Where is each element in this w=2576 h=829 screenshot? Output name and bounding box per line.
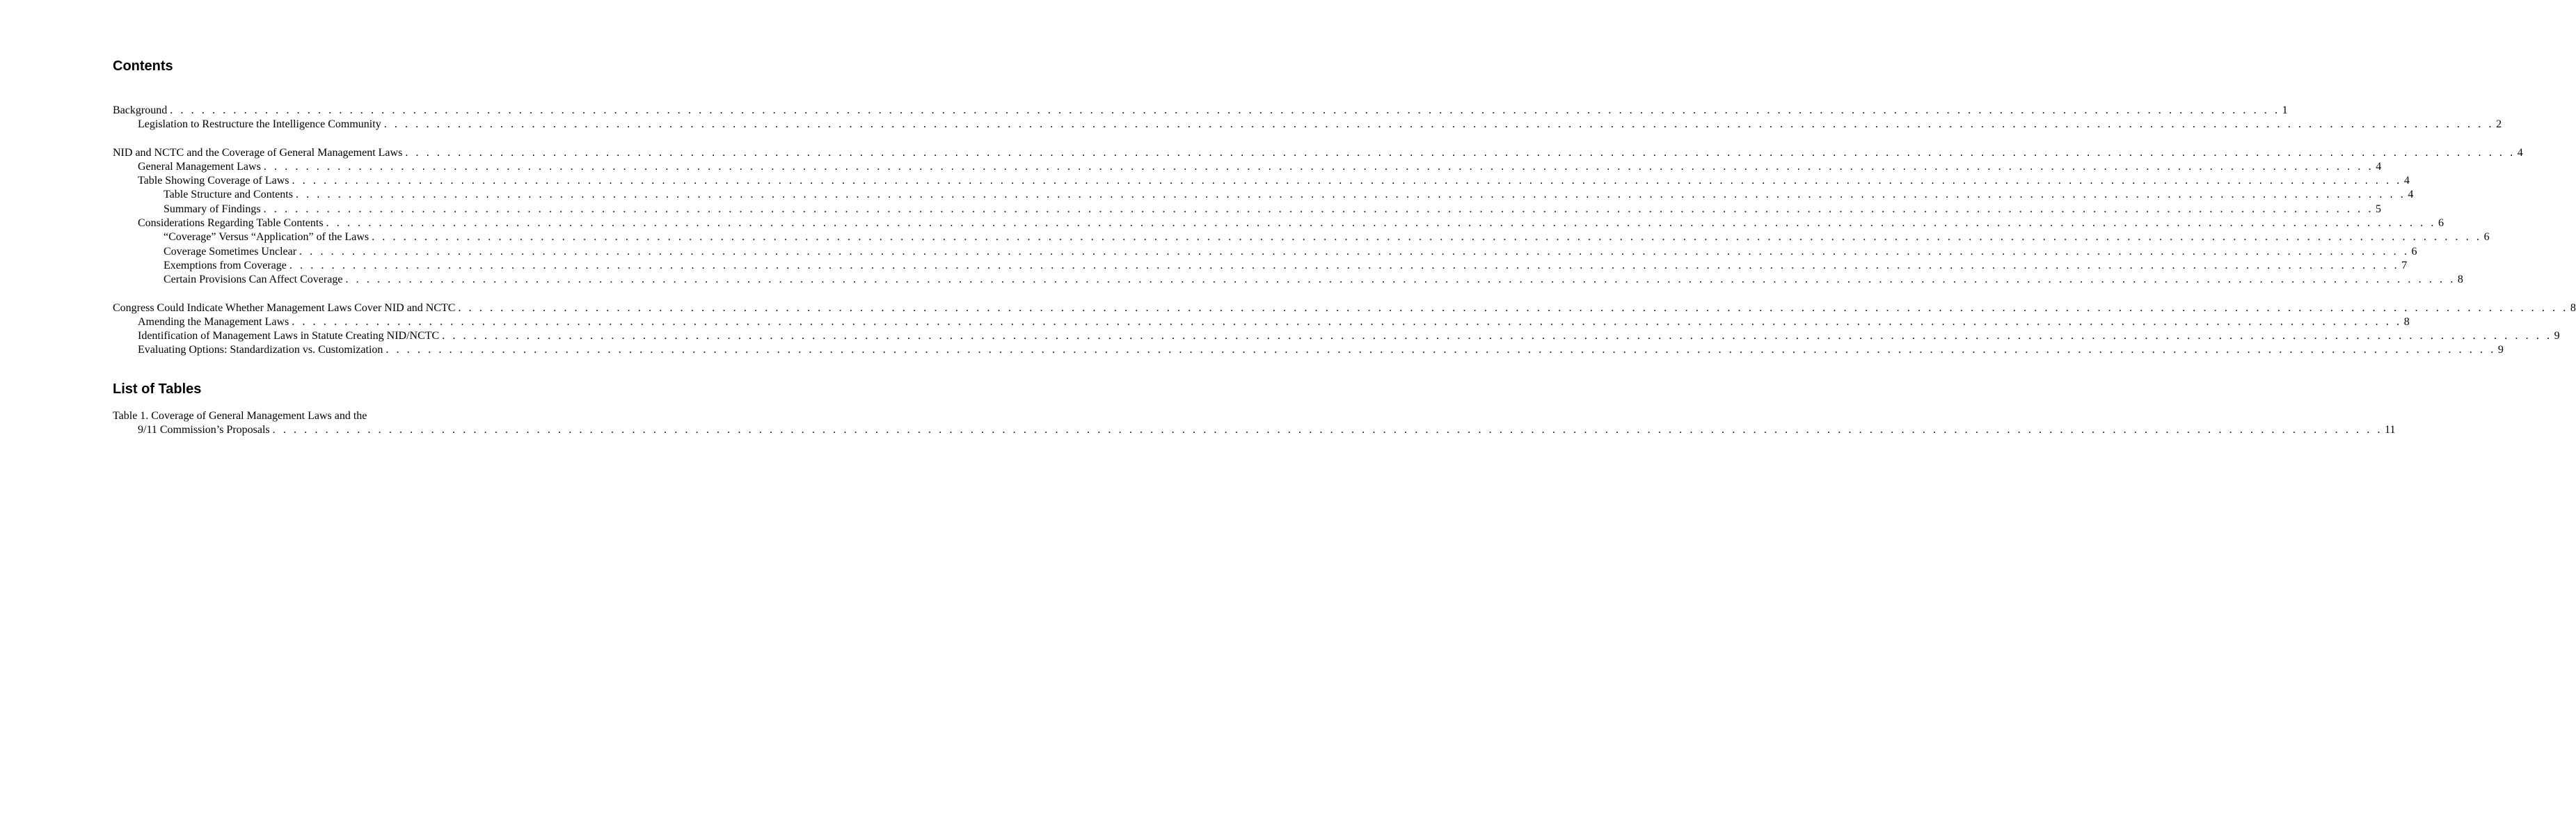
toc-entry[interactable] — [113, 315, 2410, 329]
toc-entry-page-number: 11 — [2385, 424, 2396, 436]
dot-leader: . . . . . . . . . . . . . . . . . . . . . . . . . . . . . . . . . . . . . . . . . . . . . . . . . . . . . . . . . . . . . . . . . . . . . . . . . . . . . . . . . . . . . . . . . . . . . . . . . . . . . . . . . . . . . . . . . . . . . . . . . . . . . . . . . . . . . . . . . . . . . . . . . . . . . . . . . . . . . . . . . . . . . . . . . . . . . . . . . . . . . . . . . . . . . . . . . . . . . . . . — [170, 104, 2280, 116]
dot-leader: . . . . . . . . . . . . . . . . . . . . . . . . . . . . . . . . . . . . . . . . . . . . . . . . . . . . . . . . . . . . . . . . . . . . . . . . . . . . . . . . . . . . . . . . . . . . . . . . . . . . . . . . . . . . . . . . . . . . . . . . . . . . . . . . . . . . . . . . . . . . . . . . . . . . . . . . . . . . . . . . . . . . . . . . . . . . . . . . . . . . . . . . . . . . . . . . . . . . . . . . — [372, 231, 2482, 244]
toc-entry[interactable] — [113, 188, 2414, 202]
toc-entry[interactable] — [113, 146, 2523, 160]
toc-entry-page-number: 1 — [2282, 104, 2288, 116]
toc-entry-page-number: 5 — [2375, 203, 2381, 215]
toc-entry-title: Background — [113, 104, 168, 116]
toc-entry-page-number: 6 — [2483, 231, 2490, 244]
toc-entry[interactable] — [113, 301, 2576, 315]
table-of-contents — [113, 104, 2576, 358]
toc-entry-title: General Management Laws — [138, 160, 261, 173]
toc-entry-title: NID and NCTC and the Coverage of General Management Laws — [113, 146, 403, 159]
toc-entry-title: Summary of Findings — [164, 203, 261, 215]
toc-group — [113, 146, 2523, 287]
dot-leader: . . . . . . . . . . . . . . . . . . . . . . . . . . . . . . . . . . . . . . . . . . . . . . . . . . . . . . . . . . . . . . . . . . . . . . . . . . . . . . . . . . . . . . . . . . . . . . . . . . . . . . . . . . . . . . . . . . . . . . . . . . . . . . . . . . . . . . . . . . . . . . . . . . . . . . . . . . . . . . . . . . . . . . . . . . . . . . . . . . . . . . . . . . . . . . . . . . . . . . . . — [299, 245, 2410, 258]
toc-entry-title: Evaluating Options: Standardization vs. Customization — [138, 344, 383, 356]
toc-entry[interactable] — [113, 160, 2382, 174]
toc-entry-page-number: 7 — [2401, 259, 2408, 271]
dot-leader: . . . . . . . . . . . . . . . . . . . . . . . . . . . . . . . . . . . . . . . . . . . . . . . . . . . . . . . . . . . . . . . . . . . . . . . . . . . . . . . . . . . . . . . . . . . . . . . . . . . . . . . . . . . . . . . . . . . . . . . . . . . . . . . . . . . . . . . . . . . . . . . . . . . . . . . . . . . . . . . . . . . . . . . . . . . . . . . . . . . . . . . . . . . . . . . . . . . . . . . . — [385, 344, 2496, 356]
toc-entry-title: Table Structure and Contents — [164, 189, 293, 201]
dot-leader: . . . . . . . . . . . . . . . . . . . . . . . . . . . . . . . . . . . . . . . . . . . . . . . . . . . . . . . . . . . . . . . . . . . . . . . . . . . . . . . . . . . . . . . . . . . . . . . . . . . . . . . . . . . . . . . . . . . . . . . . . . . . . . . . . . . . . . . . . . . . . . . . . . . . . . . . . . . . . . . . . . . . . . . . . . . . . . . . . . . . . . . . . . . . . . . . . . . . . . . . — [292, 315, 2402, 328]
toc-entry[interactable] — [113, 259, 2408, 273]
dot-leader: . . . . . . . . . . . . . . . . . . . . . . . . . . . . . . . . . . . . . . . . . . . . . . . . . . . . . . . . . . . . . . . . . . . . . . . . . . . . . . . . . . . . . . . . . . . . . . . . . . . . . . . . . . . . . . . . . . . . . . . . . . . . . . . . . . . . . . . . . . . . . . . . . . . . . . . . . . . . . . . . . . . . . . . . . . . . . . . . . . . . . . . . . . . . . . . . . . . . . . . . — [442, 330, 2552, 342]
toc-entry[interactable] — [113, 104, 2288, 118]
toc-entry-title: 9/11 Commission’s Proposals — [138, 424, 270, 436]
toc-entry[interactable] — [113, 245, 2417, 259]
dot-leader: . . . . . . . . . . . . . . . . . . . . . . . . . . . . . . . . . . . . . . . . . . . . . . . . . . . . . . . . . . . . . . . . . . . . . . . . . . . . . . . . . . . . . . . . . . . . . . . . . . . . . . . . . . . . . . . . . . . . . . . . . . . . . . . . . . . . . . . . . . . . . . . . . . . . . . . . . . . . . . . . . . . . . . . . . . . . . . . . . . . . . . . . . . . . . . . . . . . . . . . . — [295, 189, 2406, 201]
toc-entry[interactable] — [113, 329, 2560, 343]
toc-entry-page-number: 8 — [2403, 315, 2410, 328]
toc-entry[interactable] — [113, 273, 2463, 287]
dot-leader: . . . . . . . . . . . . . . . . . . . . . . . . . . . . . . . . . . . . . . . . . . . . . . . . . . . . . . . . . . . . . . . . . . . . . . . . . . . . . . . . . . . . . . . . . . . . . . . . . . . . . . . . . . . . . . . . . . . . . . . . . . . . . . . . . . . . . . . . . . . . . . . . . . . . . . . . . . . . . . . . . . . . . . . . . . . . . . . . . . . . . . . . . . . . . . . . . . . . . . . . — [292, 175, 2402, 187]
list-of-tables — [113, 409, 2396, 438]
toc-entry-title: Congress Could Indicate Whether Management Laws Cover NID and NCTC — [113, 301, 456, 314]
toc-entry-title: Certain Provisions Can Affect Coverage — [164, 274, 343, 286]
toc-entry[interactable] — [113, 343, 2504, 357]
toc-entry-page-number: 4 — [2517, 146, 2523, 159]
toc-entry-title: Coverage Sometimes Unclear — [164, 245, 297, 258]
toc-entry-title: Considerations Regarding Table Contents — [138, 217, 324, 230]
dot-leader: . . . . . . . . . . . . . . . . . . . . . . . . . . . . . . . . . . . . . . . . . . . . . . . . . . . . . . . . . . . . . . . . . . . . . . . . . . . . . . . . . . . . . . . . . . . . . . . . . . . . . . . . . . . . . . . . . . . . . . . . . . . . . . . . . . . . . . . . . . . . . . . . . . . . . . . . . . . . . . . . . . . . . . . . . . . . . . . . . . . . . . . . . . . . . . . . . . . . . . . . — [326, 217, 2436, 230]
dot-leader: . . . . . . . . . . . . . . . . . . . . . . . . . . . . . . . . . . . . . . . . . . . . . . . . . . . . . . . . . . . . . . . . . . . . . . . . . . . . . . . . . . . . . . . . . . . . . . . . . . . . . . . . . . . . . . . . . . . . . . . . . . . . . . . . . . . . . . . . . . . . . . . . . . . . . . . . . . . . . . . . . . . . . . . . . . . . . . . . . . . . . . . . . . . . . . . . . . . . . . . . — [289, 259, 2400, 271]
table-list-item-title: Table 1. Coverage of General Management Laws and the — [113, 409, 367, 422]
toc-entry[interactable] — [113, 203, 2381, 216]
toc-entry-page-number: 9 — [2554, 330, 2560, 342]
toc-group — [113, 301, 2576, 358]
toc-entry-title: Exemptions from Coverage — [164, 259, 287, 271]
document-page — [113, 57, 2576, 437]
toc-entry-page-number: 9 — [2497, 344, 2504, 356]
toc-entry-page-number: 4 — [2408, 189, 2414, 201]
toc-entry-title: “Coverage” Versus “Application” of the Laws — [164, 231, 369, 244]
toc-entry-page-number: 8 — [2570, 301, 2576, 314]
list-of-tables-heading: List of Tables — [113, 381, 202, 397]
toc-entry-page-number: 8 — [2457, 274, 2463, 286]
dot-leader: . . . . . . . . . . . . . . . . . . . . . . . . . . . . . . . . . . . . . . . . . . . . . . . . . . . . . . . . . . . . . . . . . . . . . . . . . . . . . . . . . . . . . . . . . . . . . . . . . . . . . . . . . . . . . . . . . . . . . . . . . . . . . . . . . . . . . . . . . . . . . . . . . . . . . . . . . . . . . . . . . . . . . . . . . . . . . . . . . . . . . . . . . . . . . . . . . . . . . . . . — [272, 424, 2383, 436]
toc-entry[interactable] — [113, 174, 2410, 188]
toc-entry-page-number: 6 — [2411, 245, 2417, 258]
dot-leader: . . . . . . . . . . . . . . . . . . . . . . . . . . . . . . . . . . . . . . . . . . . . . . . . . . . . . . . . . . . . . . . . . . . . . . . . . . . . . . . . . . . . . . . . . . . . . . . . . . . . . . . . . . . . . . . . . . . . . . . . . . . . . . . . . . . . . . . . . . . . . . . . . . . . . . . . . . . . . . . . . . . . . . . . . . . . . . . . . . . . . . . . . . . . . . . . . . . . . . . . — [263, 203, 2374, 215]
toc-entry-page-number: 6 — [2438, 217, 2444, 230]
toc-entry[interactable] — [113, 230, 2490, 244]
toc-entry-page-number: 2 — [2496, 118, 2502, 131]
dot-leader: . . . . . . . . . . . . . . . . . . . . . . . . . . . . . . . . . . . . . . . . . . . . . . . . . . . . . . . . . . . . . . . . . . . . . . . . . . . . . . . . . . . . . . . . . . . . . . . . . . . . . . . . . . . . . . . . . . . . . . . . . . . . . . . . . . . . . . . . . . . . . . . . . . . . . . . . . . . . . . . . . . . . . . . . . . . . . . . . . . . . . . . . . . . . . . . . . . . . . . . . — [405, 146, 2515, 159]
dot-leader: . . . . . . . . . . . . . . . . . . . . . . . . . . . . . . . . . . . . . . . . . . . . . . . . . . . . . . . . . . . . . . . . . . . . . . . . . . . . . . . . . . . . . . . . . . . . . . . . . . . . . . . . . . . . . . . . . . . . . . . . . . . . . . . . . . . . . . . . . . . . . . . . . . . . . . . . . . . . . . . . . . . . . . . . . . . . . . . . . . . . . . . . . . . . . . . . . . . . . . . . — [383, 118, 2495, 131]
toc-group — [113, 104, 2502, 132]
dot-leader: . . . . . . . . . . . . . . . . . . . . . . . . . . . . . . . . . . . . . . . . . . . . . . . . . . . . . . . . . . . . . . . . . . . . . . . . . . . . . . . . . . . . . . . . . . . . . . . . . . . . . . . . . . . . . . . . . . . . . . . . . . . . . . . . . . . . . . . . . . . . . . . . . . . . . . . . . . . . . . . . . . . . . . . . . . . . . . . . . . . . . . . . . . . . . . . . . . . . . . . . — [458, 301, 2568, 314]
toc-entry-page-number: 4 — [2376, 160, 2382, 173]
table-list-item[interactable] — [113, 409, 2396, 438]
toc-entry[interactable] — [113, 216, 2444, 230]
toc-entry-title: Legislation to Restructure the Intelligence Community — [138, 118, 381, 131]
table-list-item-continuation[interactable] — [113, 423, 2396, 437]
contents-heading: Contents — [113, 58, 173, 74]
dot-leader: . . . . . . . . . . . . . . . . . . . . . . . . . . . . . . . . . . . . . . . . . . . . . . . . . . . . . . . . . . . . . . . . . . . . . . . . . . . . . . . . . . . . . . . . . . . . . . . . . . . . . . . . . . . . . . . . . . . . . . . . . . . . . . . . . . . . . . . . . . . . . . . . . . . . . . . . . . . . . . . . . . . . . . . . . . . . . . . . . . . . . . . . . . . . . . . . . . . . . . . . — [345, 274, 2456, 286]
toc-entry-title: Amending the Management Laws — [138, 315, 289, 328]
toc-entry-title: Table Showing Coverage of Laws — [138, 175, 289, 187]
toc-entry-page-number: 4 — [2403, 175, 2410, 187]
dot-leader: . . . . . . . . . . . . . . . . . . . . . . . . . . . . . . . . . . . . . . . . . . . . . . . . . . . . . . . . . . . . . . . . . . . . . . . . . . . . . . . . . . . . . . . . . . . . . . . . . . . . . . . . . . . . . . . . . . . . . . . . . . . . . . . . . . . . . . . . . . . . . . . . . . . . . . . . . . . . . . . . . . . . . . . . . . . . . . . . . . . . . . . . . . . . . . . . . . . . . . . . — [263, 160, 2374, 173]
toc-entry-title: Identification of Management Laws in Statute Creating NID/NCTC — [138, 330, 440, 342]
toc-entry[interactable] — [113, 118, 2502, 132]
